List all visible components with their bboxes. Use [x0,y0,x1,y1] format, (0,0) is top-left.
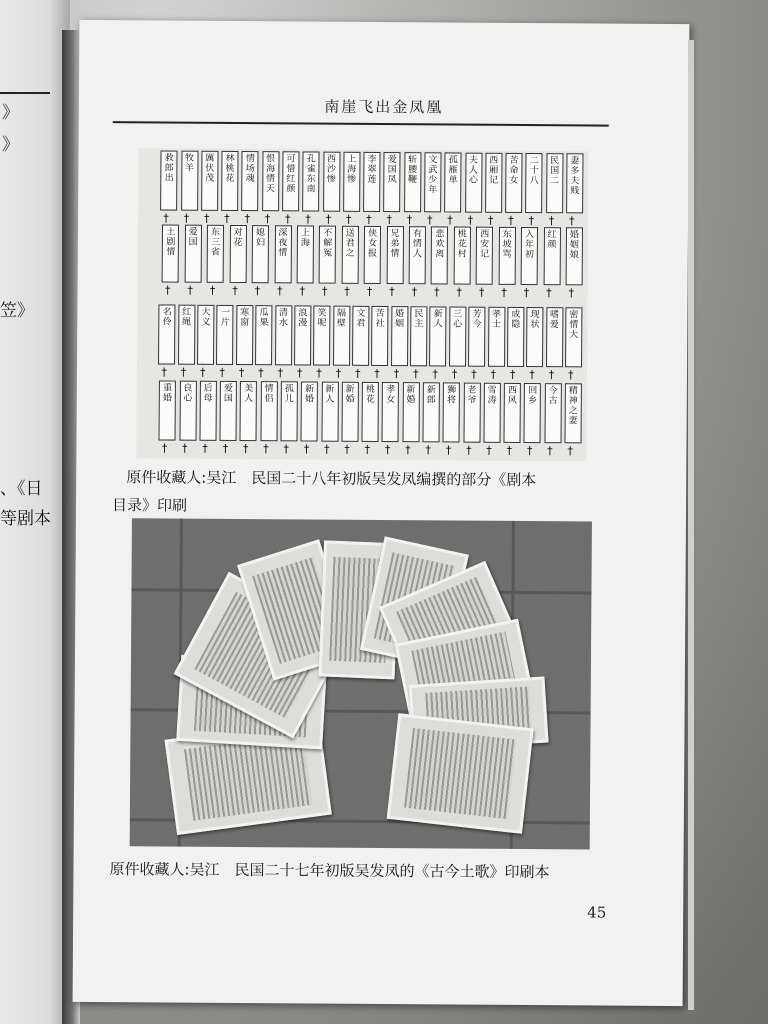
script-title-slip: 婚 姻 娘 [566,227,583,285]
tick-mark: † [163,211,169,225]
tick-mark: † [548,368,555,382]
tick-mark: † [344,442,350,456]
script-title-slip: 东 坡 骂 [498,227,515,285]
script-title-slip: 妻 多 夫 贱 [566,153,583,213]
script-title-slip: 牧 羊 [181,151,198,211]
tick-mark: † [264,212,271,226]
left-page-rule [0,92,50,94]
tick-mark: † [467,213,474,227]
script-title-slip: 爱 国 [184,225,201,283]
tick-mark: † [277,366,284,380]
script-title-slip: 孤 雁 单 [444,152,461,212]
script-title-slip: 深 夜 情 [274,225,291,283]
script-title-slip: 新 婚 [341,382,358,442]
tick-mark: † [411,285,418,299]
script-title-slip: 孝 士 [488,307,505,367]
script-title-slip: 清 水 [275,305,292,365]
tick-mark: † [425,443,431,457]
script-title-slip: 夫 人 心 [465,153,482,213]
tick-mark: † [490,367,497,381]
tick-mark: † [567,368,574,382]
tick-mark: † [384,443,391,457]
tick-mark: † [406,213,413,227]
script-title-slip: 西 安 记 [476,227,493,285]
tick-mark: † [325,212,332,226]
script-title-slip: 新 婚 [301,381,318,441]
script-title-slip: 成 隐 [507,307,524,367]
tick-mark: † [374,366,380,380]
tick-mark: † [254,284,261,298]
script-title-slip: 嗜 爱 [546,307,563,367]
tick-mark: † [486,443,492,457]
tick-mark: † [529,368,535,382]
tick-mark: † [232,283,238,297]
tick-mark: † [366,212,372,226]
script-title-slip: 精 神 之 妻 [564,383,581,443]
script-title-slip: 兄 弟 情 [386,226,403,284]
tick-mark: † [386,213,393,227]
tick-mark: † [283,442,289,456]
script-title-slip: 浪 漫 [294,305,311,365]
tick-mark: † [316,366,322,380]
tick-mark: † [528,214,535,228]
script-title-slip: 土 剧 情 [162,224,179,282]
tick-mark: † [200,365,206,379]
script-title-slip: 良 心 [179,381,196,441]
script-title-slip: 林 桃 花 [221,151,238,211]
script-catalog-image [136,148,588,461]
tick-mark: † [183,211,190,225]
tick-mark: † [568,286,575,300]
script-title-slip: 可 惜 红 颜 [282,151,299,211]
tick-mark: † [335,366,342,380]
tick-mark: † [568,214,575,228]
script-title-slip: 爱 国 [220,381,237,441]
script-title-slip: 婚 姻 [391,306,408,366]
left-page-fragment: 等剧本 [0,509,51,529]
tick-mark: † [285,212,291,226]
tick-mark: † [296,366,303,380]
tick-mark: † [508,213,514,227]
tick-mark: † [567,444,573,458]
tick-mark: † [456,285,462,299]
figure-1-caption-line-2: 目录》印刷 [111,496,188,515]
tick-mark: † [364,442,371,456]
tick-mark: † [244,212,251,226]
figure-1-caption-line-1: 原件收藏人:吴江 民国二十八年初版吴发凤编撰的部分《剧本 [126,468,537,490]
left-page-fragment: 笠》 [0,301,34,321]
script-title-slip: 桃 花 [362,382,379,442]
running-head: 南崖飞出金凤凰 [324,97,444,117]
script-title-slip: 现 状 [526,307,543,367]
tick-mark: † [405,443,411,457]
tick-mark: † [187,283,193,297]
tick-mark: † [366,284,373,298]
tick-mark: † [547,444,553,458]
script-title-slip: 隔 壁 [333,306,350,366]
script-title-slip: 雪 涛 [483,383,500,443]
tick-mark: † [180,365,187,379]
tick-mark: † [345,212,352,226]
script-title-slip: 二 十 八 [526,153,543,213]
tick-mark: † [354,366,361,380]
script-title-slip: 对 花 [229,225,246,283]
script-title-slip: 西 沙 惨 [323,152,340,212]
script-title-slip: 民 主 [410,306,427,366]
script-title-slip: 三 心 [449,306,466,366]
left-page-edge [0,0,70,1024]
script-title-slip: 媳 妇 [252,225,269,283]
tick-mark: † [548,214,555,228]
script-title-slip: 斩 腰 鞭 [404,152,421,212]
script-title-slip: 新 人 [321,382,338,442]
script-title-slip: 不 解 冤 [319,226,336,284]
script-title-slip: 情 场 魂 [242,151,259,211]
tick-mark: † [219,365,225,379]
page-number: 45 [587,903,607,922]
script-title-slip: 一 片 [216,305,233,365]
script-title-slip: 孝 女 [382,382,399,442]
figure-2-caption: 原件收藏人:吴江 民国二十七年初版吴发凤的《古今土歌》印刷本 [109,860,550,882]
tick-mark: † [164,283,171,297]
left-page-fragment: 》 [2,103,19,123]
tick-mark: † [305,212,311,226]
script-title-slip: 西 风 [504,383,521,443]
script-title-slip: 狮 将 [443,382,460,442]
tick-mark: † [546,286,552,300]
tick-mark: † [258,366,264,380]
script-title-slip: 文 君 [352,306,369,366]
script-title-slip: 今 古 [544,383,561,443]
tick-mark: † [202,441,208,455]
tick-mark: † [303,442,310,456]
script-title-slip: 寒 窗 [236,305,253,365]
tick-mark: † [433,285,440,299]
tick-mark: † [203,211,210,225]
script-title-slip: 新 婚 [402,382,419,442]
tick-mark: † [471,367,477,381]
script-title-slip: 红 绳 [178,305,195,365]
script-title-slip: 苦 社 [371,306,388,366]
tick-mark: † [413,367,419,381]
tick-mark: † [263,442,269,456]
script-title-slip: 孔 雀 东 南 [302,151,319,211]
tick-mark: † [242,442,249,456]
script-title-slip: 文 武 少 年 [424,152,441,212]
script-title-slip: 重 婚 [159,380,176,440]
tick-mark: † [427,213,433,227]
tick-mark: † [523,285,530,300]
tick-mark: † [222,441,229,455]
tick-mark: † [277,284,283,298]
script-title-slip: 芳 今 [468,307,485,367]
tick-mark: † [447,213,453,227]
tick-mark: † [501,285,507,299]
tick-mark: † [478,285,485,299]
script-title-slip: 后 母 [199,381,216,441]
script-title-slip: 苦 命 女 [505,153,522,213]
tick-mark: † [161,365,167,379]
tick-mark: † [506,443,513,457]
script-title-slip: 新 人 [429,306,446,366]
script-title-slip: 民 国 二 [546,153,563,213]
script-title-slip: 救 郎 出 [160,150,177,210]
script-title-slip: 入 年 初 [521,227,538,285]
script-title-slip: 东 三 省 [207,225,224,283]
script-title-slip: 孤 儿 [280,381,297,441]
script-title-slip: 红 颜 [543,227,560,285]
left-page-fragment: 》 [2,135,19,155]
script-title-slip: 李 翠 莲 [363,152,380,212]
script-title-slip: 西 厢 记 [485,153,502,213]
tick-mark: † [526,444,533,458]
script-title-slip: 桃 花 村 [453,227,470,285]
tick-mark: † [509,367,516,381]
script-title-slip: 回 乡 [524,383,541,443]
script-title-slip: 瓜 果 [255,305,272,365]
tick-mark: † [181,441,188,455]
header-rule [113,121,609,126]
printed-sheets-photo [130,518,592,849]
script-title-slip: 上 海 [297,225,314,283]
script-title-slip: 名 伶 [158,304,175,364]
tick-mark: † [323,442,330,456]
tick-mark: † [451,367,458,381]
book-page [73,20,690,1006]
script-title-slip: 新 郎 [422,382,439,442]
script-title-slip: 大 义 [197,305,214,365]
script-title-slip: 侠 女 报 [364,226,381,284]
tick-mark: † [161,441,168,455]
tick-mark: † [299,284,306,298]
tick-mark: † [389,285,395,299]
script-title-slip: 悲 欢 离 [431,226,448,284]
tick-mark: † [238,366,245,380]
tick-mark: † [445,443,452,457]
script-title-slip: 爱 国 凤 [384,152,401,212]
tick-mark: † [321,284,328,298]
tick-mark: † [224,211,230,225]
left-page-fragment: 、《日 [0,479,43,499]
script-title-slip: 恨 海 情 天 [262,151,279,211]
script-title-slip: 笑 呢 [313,306,330,366]
script-title-slip: 美 人 [240,381,257,441]
script-title-slip: 密 情 大 [565,307,582,367]
tick-mark: † [393,367,400,381]
page-edge [688,40,694,1010]
script-title-slip: 情 侣 [260,381,277,441]
script-title-slip: 老 爷 [463,383,480,443]
tick-mark: † [432,367,438,381]
tick-mark: † [465,443,472,457]
tick-mark: † [344,284,350,298]
script-title-slip: 有 情 人 [409,226,426,284]
tick-mark: † [209,283,216,297]
script-title-slip: 送 君 之 [341,226,358,284]
script-title-slip: 厲 伏 茂 [201,151,218,211]
script-title-slip: 上 海 惨 [343,152,360,212]
printed-sheet [387,713,534,833]
tick-mark: † [487,213,494,227]
